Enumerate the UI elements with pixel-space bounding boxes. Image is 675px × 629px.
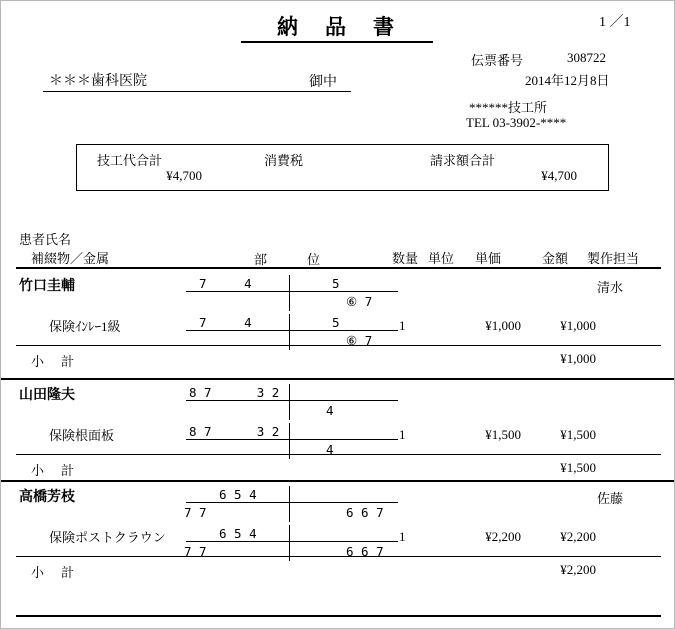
slip-number-value: 308722 bbox=[567, 50, 606, 65]
prosthesis-item: 保険根面板 bbox=[49, 428, 115, 443]
patient-name: 山田隆夫 bbox=[19, 388, 75, 403]
col-header-amount: 金額 bbox=[542, 251, 569, 266]
col-header-patient: 患者氏名 bbox=[19, 232, 72, 247]
amount-value: ¥2,200 bbox=[560, 529, 596, 544]
tooth-lower-left: 7 7 bbox=[184, 505, 207, 520]
prosthesis-item: 保険ポストクラウン bbox=[49, 530, 166, 545]
tooth-upper-left: 7 4 bbox=[199, 276, 252, 291]
issue-date: 2014年12月8日 bbox=[525, 73, 610, 88]
subtotal-rule bbox=[16, 345, 661, 346]
patient-block-1 bbox=[1, 271, 675, 378]
patient-block-2 bbox=[1, 378, 675, 480]
col-header-unit-price: 単価 bbox=[475, 251, 502, 266]
patient-name: 高橋芳枝 bbox=[19, 490, 75, 505]
tooth-lower-right: ⑥ 7 bbox=[346, 294, 373, 309]
tooth-lower-right: 6 6 7 bbox=[346, 544, 384, 559]
subtotal-rule bbox=[16, 454, 661, 455]
customer-name: ＊＊＊歯科医院 bbox=[49, 74, 147, 89]
tooth-chart-hline bbox=[186, 502, 398, 503]
tooth-chart bbox=[186, 384, 398, 420]
slip-number-label: 伝票番号 bbox=[471, 53, 524, 68]
billing-total-value: ¥4,700 bbox=[541, 168, 577, 183]
quantity-value: 1 bbox=[399, 427, 406, 442]
subtotal-value: ¥1,500 bbox=[560, 460, 596, 475]
tooth-lower-right: 6 6 7 bbox=[346, 505, 384, 520]
col-header-qty: 数量 bbox=[392, 251, 419, 266]
title-underline bbox=[241, 41, 433, 43]
page-title: 納 品 書 bbox=[277, 15, 397, 39]
page-number: 1 ／1 bbox=[599, 15, 631, 30]
tooth-upper-right: 5 bbox=[332, 276, 340, 291]
tooth-chart bbox=[186, 486, 398, 522]
quantity-value: 1 bbox=[399, 318, 406, 333]
quantity-value: 1 bbox=[399, 529, 406, 544]
col-header-unit: 単位 bbox=[428, 251, 455, 266]
tooth-chart-hline bbox=[186, 400, 398, 401]
tax-label: 消費税 bbox=[264, 153, 304, 168]
col-header-maker: 製作担当 bbox=[587, 251, 640, 266]
lab-phone: TEL 03-3902-**** bbox=[466, 115, 567, 130]
subtotal-label: 小 計 bbox=[31, 565, 77, 580]
customer-honorific: 御中 bbox=[309, 75, 337, 90]
amount-value: ¥1,000 bbox=[560, 318, 596, 333]
totals-box bbox=[76, 144, 609, 191]
table-header-rule bbox=[16, 267, 661, 269]
customer-underline bbox=[43, 91, 351, 92]
col-header-part2: 位 bbox=[307, 252, 321, 267]
tooth-chart-hline bbox=[186, 541, 398, 542]
lab-fee-total-value: ¥4,700 bbox=[166, 168, 202, 183]
subtotal-rule bbox=[16, 556, 661, 557]
subtotal-value: ¥1,000 bbox=[560, 351, 596, 366]
tooth-chart-vline bbox=[289, 486, 290, 522]
tooth-chart-hline bbox=[186, 330, 398, 331]
tooth-chart-vline bbox=[289, 384, 290, 420]
unit-price-value: ¥2,200 bbox=[485, 529, 521, 544]
lab-name: ******技工所 bbox=[469, 100, 548, 115]
tooth-upper-left: 7 4 bbox=[199, 315, 252, 330]
subtotal-value: ¥2,200 bbox=[560, 562, 596, 577]
tooth-upper-left: 8 7 3 2 bbox=[189, 385, 280, 400]
amount-value: ¥1,500 bbox=[560, 427, 596, 442]
maker-name: 清水 bbox=[597, 280, 624, 295]
maker-name: 佐藤 bbox=[597, 491, 624, 506]
col-header-part1: 部 bbox=[254, 252, 268, 267]
unit-price-value: ¥1,500 bbox=[485, 427, 521, 442]
tooth-upper-left: 6 5 4 bbox=[219, 526, 257, 541]
tooth-lower-right: ⑥ 7 bbox=[346, 333, 373, 348]
tooth-chart-hline bbox=[186, 291, 398, 292]
subtotal-label: 小 計 bbox=[31, 463, 77, 478]
tooth-upper-left: 6 5 4 bbox=[219, 487, 257, 502]
tooth-lower-right: 4 bbox=[326, 403, 334, 418]
billing-total-label: 請求額合計 bbox=[430, 153, 496, 168]
prosthesis-item: 保険ｲﾝﾚｰ1級 bbox=[49, 319, 121, 334]
tooth-upper-right: 5 bbox=[332, 315, 340, 330]
tooth-lower-left: 7 7 bbox=[184, 544, 207, 559]
subtotal-label: 小 計 bbox=[31, 354, 77, 369]
patient-name: 竹口圭輔 bbox=[19, 279, 75, 294]
tooth-upper-left: 8 7 3 2 bbox=[189, 424, 280, 439]
document-bottom-rule bbox=[16, 615, 661, 617]
tooth-chart-vline bbox=[289, 275, 290, 311]
col-header-item: 補綴物／金属 bbox=[31, 251, 110, 266]
lab-fee-total-label: 技工代合計 bbox=[97, 153, 163, 168]
patient-block-3 bbox=[1, 480, 675, 592]
tooth-lower-right: 4 bbox=[326, 442, 334, 457]
tooth-chart bbox=[186, 275, 398, 311]
unit-price-value: ¥1,000 bbox=[485, 318, 521, 333]
tooth-chart-hline bbox=[186, 439, 398, 440]
